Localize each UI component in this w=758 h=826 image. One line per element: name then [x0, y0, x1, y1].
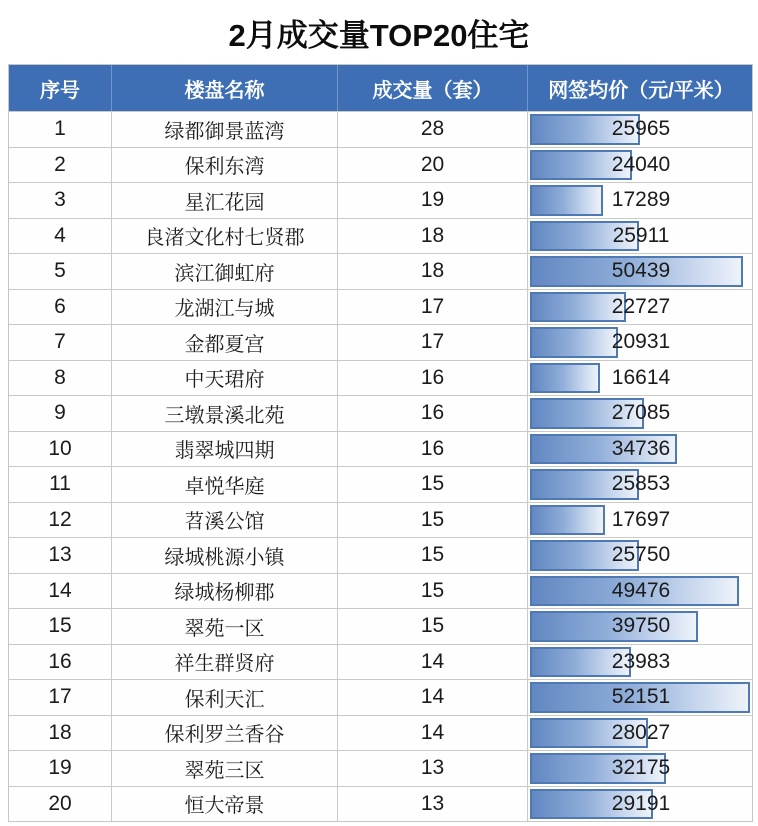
name-cell: 金都夏宫 [111, 325, 337, 360]
rank-cell: 6 [54, 294, 66, 318]
price-cell [527, 574, 754, 609]
volume-cell: 15 [337, 503, 527, 538]
price-value: 52151 [611, 685, 671, 709]
name-cell: 卓悦华庭 [111, 467, 337, 502]
price-value: 34736 [611, 436, 671, 460]
table-row [9, 786, 752, 822]
column-header-name: 楼盘名称 [111, 65, 337, 111]
name-cell: 绿城杨柳郡 [111, 574, 337, 609]
price-value: 50439 [611, 259, 671, 283]
rank-cell: 1 [54, 117, 66, 141]
table-row [9, 608, 752, 644]
volume-cell: 14 [337, 716, 527, 751]
name-cell: 苕溪公馆 [111, 503, 337, 538]
price-cell [527, 325, 754, 360]
table-row [9, 360, 752, 396]
price-cell [527, 432, 754, 467]
rank-cell: 18 [48, 720, 72, 744]
name-cell: 中天珺府 [111, 361, 337, 396]
price-value: 25853 [611, 472, 671, 496]
table-row [9, 324, 752, 360]
volume-cell: 14 [337, 645, 527, 680]
price-cell [527, 538, 754, 573]
price-value: 49476 [611, 578, 671, 602]
name-cell: 恒大帝景 [111, 787, 337, 822]
table-row [9, 111, 752, 147]
price-databar-icon [530, 185, 603, 216]
volume-cell: 18 [337, 254, 527, 289]
table-row [9, 182, 752, 218]
name-cell: 星汇花园 [111, 183, 337, 218]
rank-cell: 4 [54, 223, 66, 247]
price-cell [527, 290, 754, 325]
price-cell [527, 361, 754, 396]
column-header-volume: 成交量（套） [337, 65, 527, 111]
table-row [9, 573, 752, 609]
rank-cell: 3 [54, 188, 66, 212]
rank-cell: 12 [48, 507, 72, 531]
volume-cell: 15 [337, 574, 527, 609]
rank-cell: 14 [48, 578, 72, 602]
volume-cell: 16 [337, 361, 527, 396]
price-cell [527, 183, 754, 218]
price-value: 25965 [611, 117, 671, 141]
price-value: 22727 [611, 294, 671, 318]
volume-cell: 15 [337, 467, 527, 502]
volume-cell: 17 [337, 325, 527, 360]
name-cell: 绿都御景蓝湾 [111, 112, 337, 147]
page-title: 2月成交量TOP20住宅 [228, 18, 530, 53]
name-cell: 翠苑三区 [111, 751, 337, 786]
price-cell [527, 645, 754, 680]
name-cell: 龙湖江与城 [111, 290, 337, 325]
table-body [9, 111, 752, 821]
volume-cell: 16 [337, 396, 527, 431]
price-cell [527, 787, 754, 822]
column-header-price: 网签均价（元/平米） [527, 65, 754, 111]
price-value: 25750 [611, 543, 671, 567]
name-cell: 滨江御虹府 [111, 254, 337, 289]
price-cell [527, 254, 754, 289]
price-value: 29191 [611, 791, 671, 815]
price-value: 23983 [611, 649, 671, 673]
price-cell [527, 716, 754, 751]
price-value: 17697 [611, 507, 671, 531]
name-cell: 翠苑一区 [111, 609, 337, 644]
table-row [9, 395, 752, 431]
name-cell: 保利东湾 [111, 148, 337, 183]
name-cell: 保利罗兰香谷 [111, 716, 337, 751]
table-header-row [9, 65, 752, 111]
price-value: 28027 [611, 720, 671, 744]
price-value: 27085 [611, 401, 671, 425]
table-row [9, 289, 752, 325]
rank-cell: 17 [48, 685, 72, 709]
price-value: 39750 [611, 614, 671, 638]
price-cell [527, 609, 754, 644]
volume-cell: 19 [337, 183, 527, 218]
volume-cell: 28 [337, 112, 527, 147]
volume-cell: 15 [337, 538, 527, 573]
volume-cell: 15 [337, 609, 527, 644]
table-row [9, 466, 752, 502]
volume-cell: 18 [337, 219, 527, 254]
price-cell [527, 467, 754, 502]
price-value: 24040 [611, 152, 671, 176]
volume-cell: 16 [337, 432, 527, 467]
name-cell: 三墩景溪北苑 [111, 396, 337, 431]
price-cell [527, 219, 754, 254]
name-cell: 祥生群贤府 [111, 645, 337, 680]
table-row [9, 147, 752, 183]
table-row [9, 218, 752, 254]
name-cell: 保利天汇 [111, 680, 337, 715]
price-cell [527, 503, 754, 538]
table-row [9, 715, 752, 751]
rank-cell: 16 [48, 649, 72, 673]
rank-cell: 20 [48, 791, 72, 815]
price-value: 20931 [611, 330, 671, 354]
name-cell: 翡翠城四期 [111, 432, 337, 467]
volume-cell: 17 [337, 290, 527, 325]
rank-cell: 13 [48, 543, 72, 567]
volume-cell: 13 [337, 787, 527, 822]
rank-cell: 8 [54, 365, 66, 389]
volume-cell: 13 [337, 751, 527, 786]
table-row [9, 679, 752, 715]
rank-cell: 19 [48, 756, 72, 780]
price-value: 25911 [612, 223, 670, 247]
price-databar-icon [530, 505, 605, 536]
price-cell [527, 751, 754, 786]
price-cell [527, 148, 754, 183]
name-cell: 良渚文化村七贤郡 [111, 219, 337, 254]
table-row [9, 644, 752, 680]
rank-cell: 9 [54, 401, 66, 425]
rank-cell: 2 [54, 152, 66, 176]
table-row [9, 537, 752, 573]
price-value: 16614 [611, 365, 671, 389]
name-cell: 绿城桃源小镇 [111, 538, 337, 573]
volume-cell: 20 [337, 148, 527, 183]
price-databar-icon [530, 327, 618, 358]
price-cell [527, 680, 754, 715]
table-row [9, 431, 752, 467]
rank-cell: 7 [54, 330, 66, 354]
price-cell [527, 396, 754, 431]
rank-cell: 5 [54, 259, 66, 283]
price-cell [527, 112, 754, 147]
table-row [9, 502, 752, 538]
price-databar-icon [530, 363, 600, 394]
rank-cell: 11 [49, 472, 71, 496]
column-header-rank: 序号 [40, 79, 80, 102]
top20-table [8, 64, 753, 822]
price-value: 32175 [611, 756, 671, 780]
table-row [9, 750, 752, 786]
table-row [9, 253, 752, 289]
volume-cell: 14 [337, 680, 527, 715]
rank-cell: 10 [48, 436, 72, 460]
rank-cell: 15 [48, 614, 72, 638]
price-value: 17289 [611, 188, 671, 212]
